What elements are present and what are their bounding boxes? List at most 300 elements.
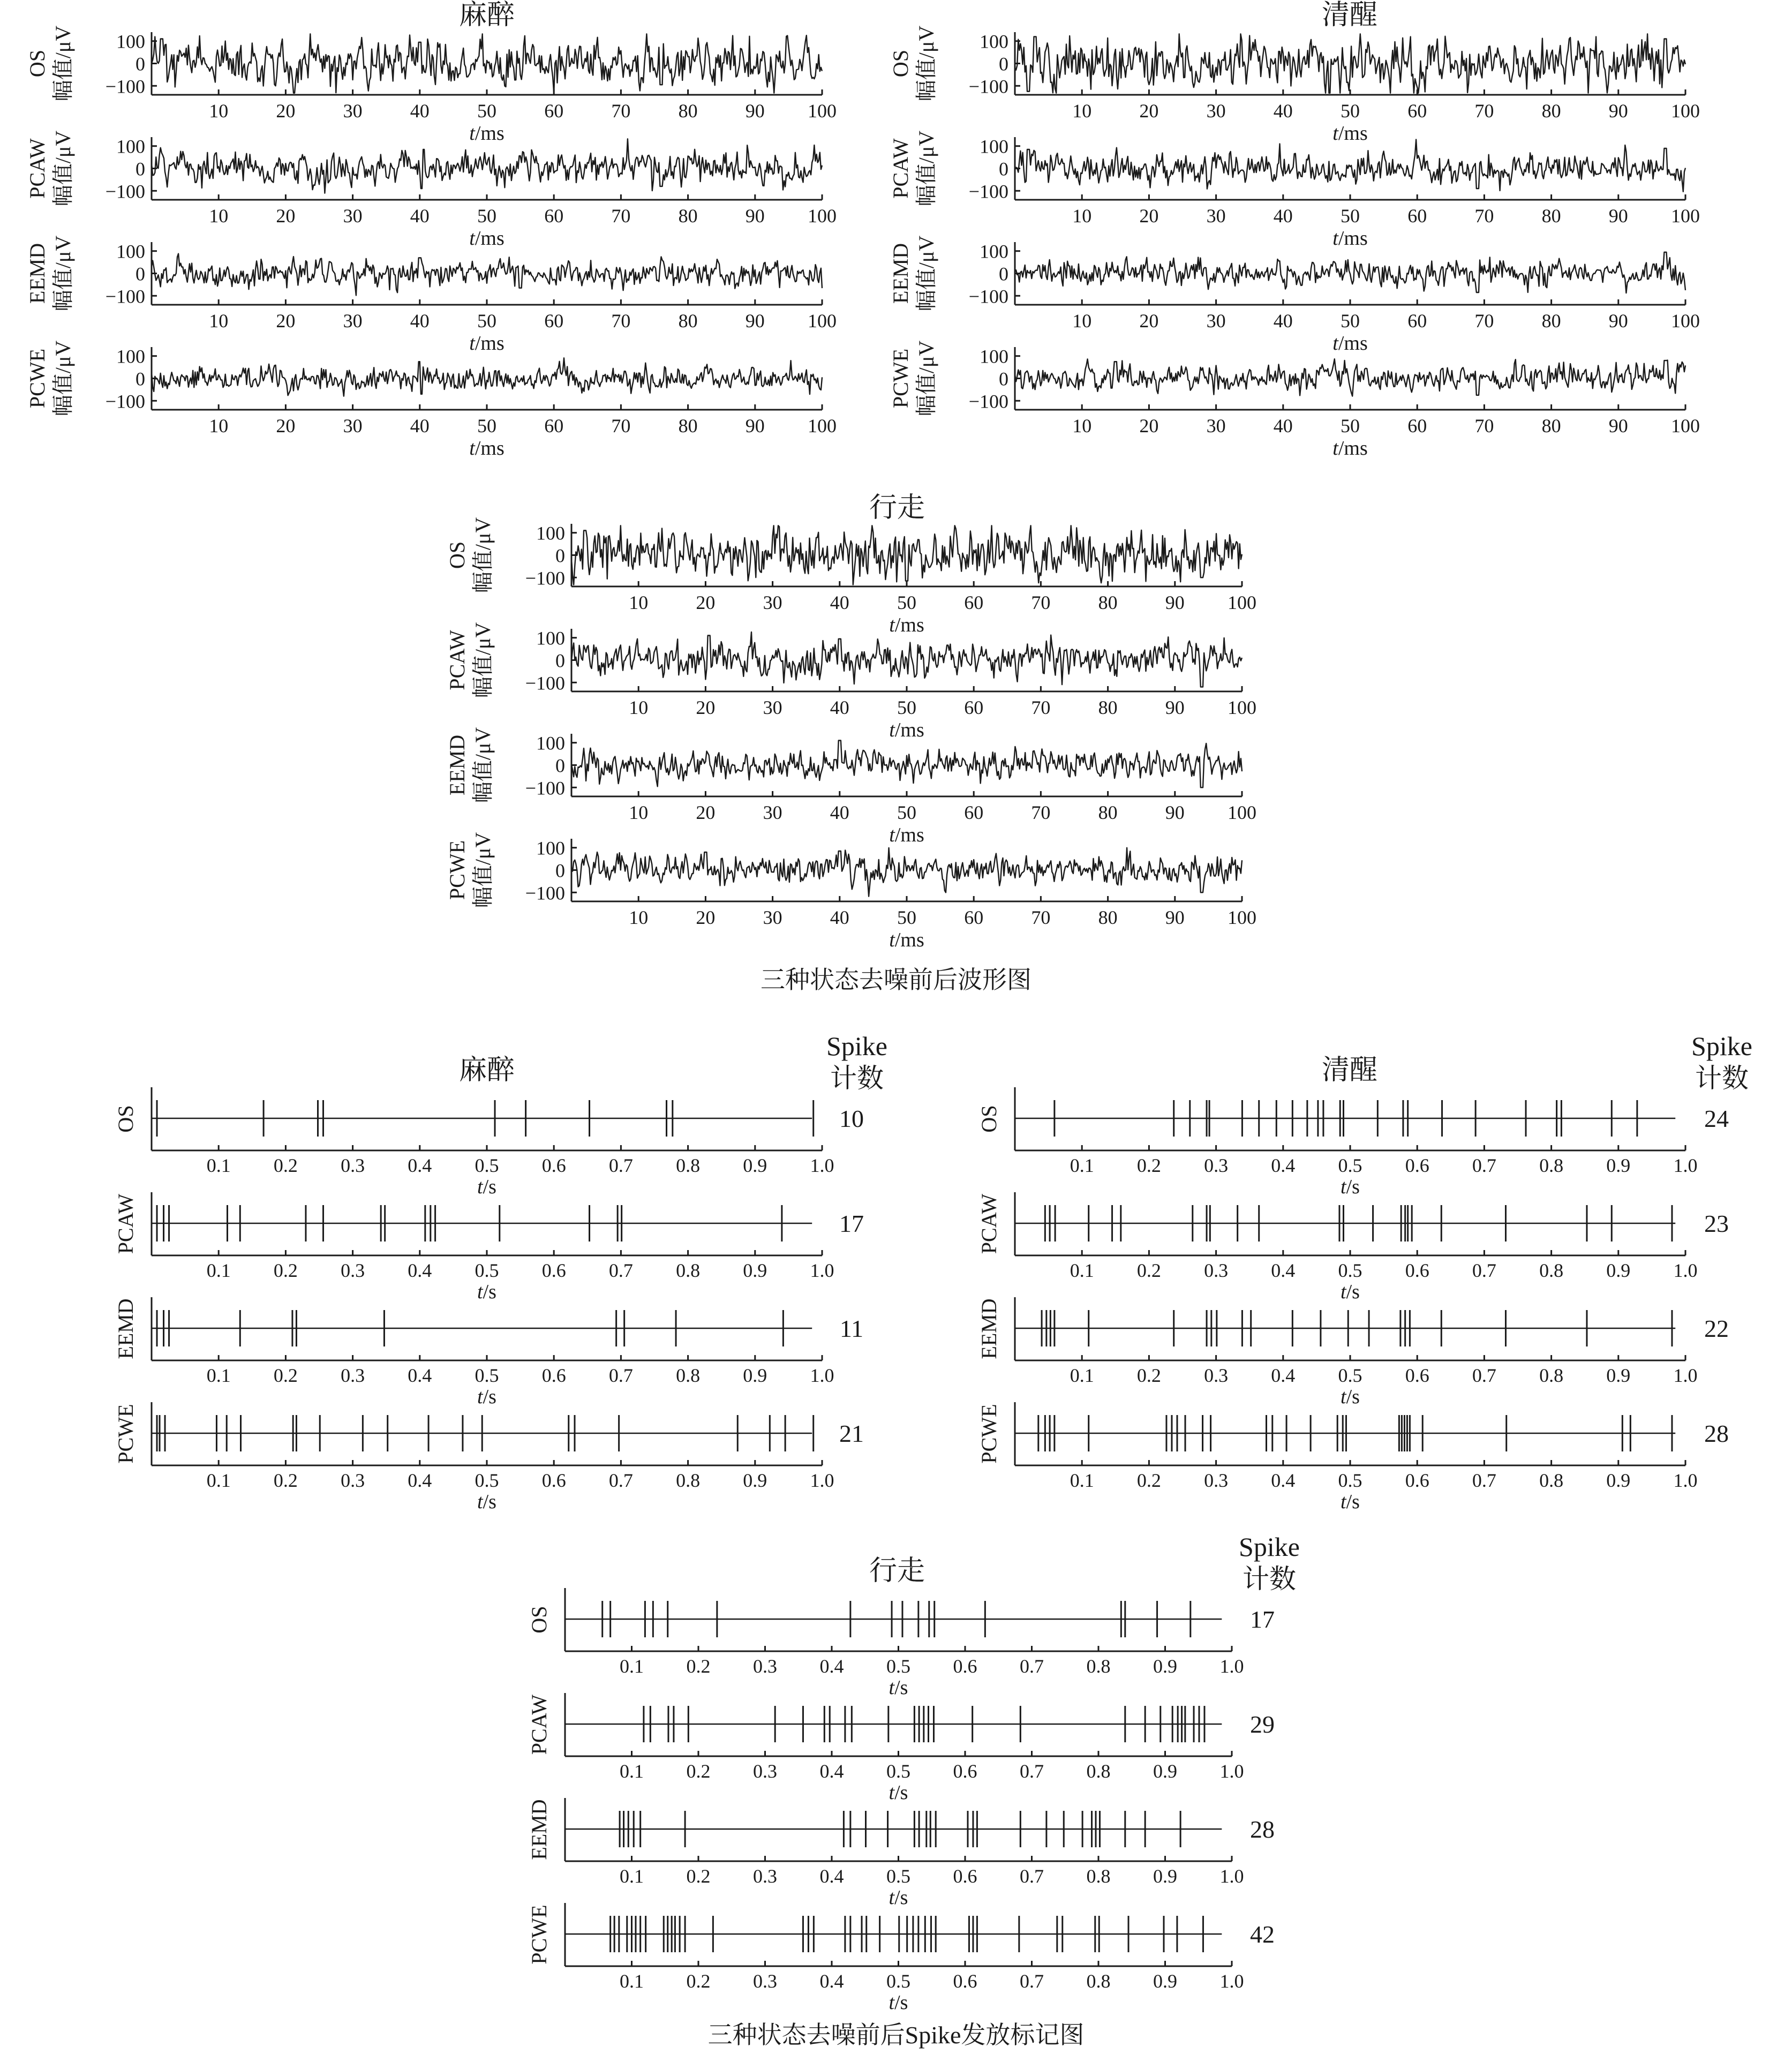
x-tick-label: 0.2 — [1136, 1365, 1161, 1386]
x-tick-label: 0.4 — [819, 1760, 844, 1782]
method-label: PCWE — [889, 348, 913, 409]
x-tick-label: 0.1 — [620, 1760, 644, 1782]
x-tick-label: 40 — [830, 907, 849, 928]
x-tick-label: 20 — [1139, 415, 1159, 437]
x-tick-label: 10 — [629, 802, 649, 823]
amplitude-label: 幅值/μV — [471, 622, 495, 698]
method-label: PCWE — [114, 1404, 138, 1464]
method-label: EEMD — [114, 1298, 138, 1359]
x-tick-label: 80 — [678, 310, 698, 332]
x-axis-label: t/s — [889, 1676, 908, 1699]
y-tick-label: 0 — [999, 368, 1008, 390]
x-tick-label: 50 — [477, 415, 496, 437]
x-tick-label: 50 — [897, 907, 916, 928]
x-tick-label: 0.6 — [1405, 1470, 1429, 1491]
x-tick-label: 0.8 — [1086, 1760, 1111, 1782]
x-tick-label: 0.4 — [819, 1865, 844, 1887]
x-tick-label: 0.4 — [819, 1656, 844, 1677]
x-tick-label: 100 — [1228, 802, 1256, 823]
y-tick-label: 0 — [135, 158, 145, 180]
x-tick-label: 80 — [678, 415, 698, 437]
x-tick-label: 40 — [1273, 415, 1293, 437]
x-tick-label: 10 — [209, 100, 229, 122]
x-axis-label: t/s — [1341, 1176, 1360, 1198]
x-tick-label: 60 — [964, 907, 984, 928]
x-tick-label: 0.2 — [686, 1970, 711, 1992]
x-tick-label: 0.7 — [1020, 1656, 1044, 1677]
y-tick-label: 100 — [116, 31, 145, 52]
spike-count: 11 — [839, 1315, 864, 1342]
x-tick-label: 0.2 — [1136, 1155, 1161, 1176]
x-tick-label: 90 — [745, 100, 765, 122]
x-tick-label: 100 — [1671, 415, 1700, 437]
x-tick-label: 90 — [1608, 310, 1628, 332]
x-tick-label: 0.5 — [475, 1155, 499, 1176]
x-tick-label: 70 — [1474, 100, 1494, 122]
x-tick-label: 0.8 — [1539, 1470, 1564, 1491]
x-tick-label: 0.4 — [408, 1470, 432, 1491]
x-tick-label: 0.7 — [1020, 1760, 1044, 1782]
x-tick-label: 0.8 — [676, 1470, 701, 1491]
method-label: PCAW — [445, 630, 469, 690]
x-tick-label: 40 — [830, 592, 849, 613]
spike-count: 42 — [1250, 1921, 1275, 1948]
x-tick-label: 0.1 — [620, 1865, 644, 1887]
x-axis-label: t/s — [1341, 1386, 1360, 1408]
x-tick-label: 0.1 — [206, 1155, 231, 1176]
x-tick-label: 0.8 — [676, 1365, 701, 1386]
spike-count: 24 — [1704, 1105, 1729, 1132]
x-tick-label: 40 — [830, 802, 849, 823]
x-tick-label: 70 — [1474, 205, 1494, 227]
x-tick-label: 10 — [1072, 100, 1092, 122]
x-tick-label: 0.5 — [886, 1865, 910, 1887]
x-tick-label: 20 — [696, 907, 716, 928]
x-tick-label: 1.0 — [1673, 1260, 1698, 1281]
x-tick-label: 60 — [544, 310, 564, 332]
x-tick-label: 0.9 — [1153, 1656, 1177, 1677]
x-tick-label: 30 — [763, 697, 782, 718]
x-tick-label: 0.9 — [1606, 1260, 1631, 1281]
method-label: PCAW — [25, 138, 49, 199]
y-tick-label: −100 — [968, 180, 1008, 202]
y-tick-label: −100 — [525, 882, 565, 904]
x-tick-label: 30 — [343, 415, 363, 437]
x-tick-label: 90 — [1608, 415, 1628, 437]
method-label: OS — [977, 1105, 1001, 1133]
x-axis-label: t/s — [889, 1886, 908, 1909]
method-label: EEMD — [445, 734, 469, 796]
x-tick-label: 0.5 — [475, 1365, 499, 1386]
spike-count-header: Spike — [826, 1031, 887, 1061]
x-axis-label: t/s — [477, 1491, 496, 1513]
y-tick-label: 100 — [980, 345, 1008, 367]
y-tick-label: 0 — [999, 53, 1008, 75]
x-tick-label: 1.0 — [1219, 1865, 1244, 1887]
x-tick-label: 0.5 — [1338, 1260, 1362, 1281]
x-tick-label: 0.3 — [1204, 1155, 1229, 1176]
y-tick-label: 0 — [555, 755, 565, 777]
x-tick-label: 1.0 — [1219, 1760, 1244, 1782]
amplitude-label: 幅值/μV — [914, 25, 938, 102]
x-axis-label: t/ms — [889, 719, 924, 741]
x-tick-label: 0.8 — [1539, 1155, 1564, 1176]
x-tick-label: 0.4 — [1271, 1470, 1296, 1491]
x-tick-label: 0.8 — [676, 1260, 701, 1281]
x-tick-label: 100 — [808, 205, 837, 227]
x-tick-label: 0.7 — [608, 1155, 633, 1176]
x-tick-label: 30 — [343, 310, 363, 332]
spike-count: 23 — [1704, 1210, 1729, 1237]
x-tick-label: 40 — [1273, 310, 1293, 332]
x-tick-label: 0.9 — [743, 1470, 767, 1491]
method-label: PCAW — [889, 138, 913, 199]
y-tick-label: 0 — [555, 860, 565, 882]
y-tick-label: 100 — [536, 627, 565, 649]
x-tick-label: 0.5 — [1338, 1365, 1362, 1386]
x-tick-label: 0.4 — [408, 1155, 432, 1176]
x-tick-label: 0.6 — [953, 1656, 977, 1677]
x-axis-label: t/ms — [889, 614, 924, 636]
x-tick-label: 0.8 — [1086, 1656, 1111, 1677]
spike-count-header: 计数 — [1695, 1063, 1749, 1093]
x-tick-label: 10 — [1072, 205, 1092, 227]
x-tick-label: 0.3 — [753, 1970, 777, 1992]
y-tick-label: 0 — [555, 545, 565, 567]
spike-count: 17 — [1250, 1606, 1275, 1633]
x-tick-label: 100 — [1671, 100, 1700, 122]
y-tick-label: 100 — [536, 522, 565, 544]
spike-count: 21 — [839, 1420, 864, 1447]
spike-count-header: Spike — [1691, 1031, 1752, 1061]
y-tick-label: −100 — [525, 567, 565, 589]
x-axis-label: t/ms — [1332, 437, 1368, 460]
x-tick-label: 60 — [964, 697, 984, 718]
x-tick-label: 10 — [209, 205, 229, 227]
x-tick-label: 0.7 — [1020, 1865, 1044, 1887]
x-tick-label: 0.5 — [886, 1760, 910, 1782]
amplitude-label: 幅值/μV — [914, 340, 938, 417]
x-tick-label: 0.6 — [1405, 1365, 1429, 1386]
chart-title: 行走 — [869, 493, 925, 523]
method-label: OS — [25, 49, 49, 78]
x-tick-label: 0.1 — [1070, 1155, 1094, 1176]
x-tick-label: 0.2 — [1136, 1260, 1161, 1281]
spike-count: 29 — [1250, 1711, 1275, 1738]
x-tick-label: 60 — [544, 205, 564, 227]
x-tick-label: 0.9 — [1606, 1365, 1631, 1386]
x-tick-label: 50 — [1341, 310, 1360, 332]
x-tick-label: 0.3 — [1204, 1470, 1229, 1491]
x-tick-label: 50 — [897, 697, 916, 718]
x-tick-label: 0.5 — [886, 1970, 910, 1992]
spike-count-header: Spike — [1239, 1532, 1300, 1562]
y-tick-label: −100 — [968, 285, 1008, 307]
x-tick-label: 0.4 — [408, 1260, 432, 1281]
x-tick-label: 0.4 — [1271, 1155, 1296, 1176]
x-tick-label: 100 — [1228, 697, 1256, 718]
x-tick-label: 0.3 — [753, 1656, 777, 1677]
x-tick-label: 0.5 — [1338, 1470, 1362, 1491]
x-tick-label: 60 — [1407, 310, 1427, 332]
x-tick-label: 90 — [1165, 592, 1185, 613]
x-tick-label: 30 — [763, 802, 782, 823]
y-tick-label: −100 — [105, 76, 145, 97]
x-tick-label: 70 — [1031, 592, 1051, 613]
x-tick-label: 20 — [276, 205, 296, 227]
x-tick-label: 0.8 — [1086, 1970, 1111, 1992]
y-tick-label: 0 — [135, 368, 145, 390]
y-tick-label: 100 — [980, 240, 1008, 262]
x-tick-label: 80 — [1098, 697, 1118, 718]
y-tick-label: 0 — [555, 650, 565, 672]
method-label: EEMD — [889, 243, 913, 304]
x-tick-label: 1.0 — [1673, 1155, 1698, 1176]
x-tick-label: 10 — [1072, 415, 1092, 437]
x-tick-label: 0.6 — [953, 1865, 977, 1887]
x-axis-label: t/s — [889, 1781, 908, 1804]
x-axis-label: t/s — [477, 1176, 496, 1198]
x-tick-label: 0.1 — [206, 1470, 231, 1491]
x-tick-label: 80 — [1098, 802, 1118, 823]
x-tick-label: 40 — [410, 100, 430, 122]
x-tick-label: 0.9 — [1606, 1470, 1631, 1491]
y-tick-label: 100 — [116, 136, 145, 157]
x-tick-label: 0.2 — [686, 1656, 711, 1677]
x-axis-label: t/ms — [1332, 227, 1368, 250]
waveform-caption: 三种状态去噪前后波形图 — [761, 966, 1031, 994]
x-tick-label: 90 — [745, 415, 765, 437]
x-tick-label: 0.3 — [1204, 1260, 1229, 1281]
x-axis-label: t/ms — [889, 824, 924, 846]
amplitude-label: 幅值/μV — [471, 517, 495, 593]
spike-count-header: 计数 — [1243, 1564, 1296, 1594]
x-tick-label: 0.2 — [686, 1865, 711, 1887]
x-tick-label: 80 — [1541, 205, 1561, 227]
method-label: EEMD — [977, 1298, 1001, 1359]
x-tick-label: 70 — [611, 415, 631, 437]
x-tick-label: 30 — [763, 907, 782, 928]
x-tick-label: 0.1 — [620, 1656, 644, 1677]
x-tick-label: 70 — [1474, 415, 1494, 437]
x-tick-label: 0.1 — [1070, 1470, 1094, 1491]
x-tick-label: 0.7 — [1472, 1155, 1496, 1176]
x-tick-label: 70 — [611, 205, 631, 227]
y-tick-label: −100 — [525, 777, 565, 799]
x-tick-label: 40 — [1273, 100, 1293, 122]
x-tick-label: 0.4 — [819, 1970, 844, 1992]
y-tick-label: −100 — [968, 390, 1008, 412]
x-tick-label: 0.2 — [273, 1470, 298, 1491]
method-label: PCAW — [114, 1193, 138, 1254]
x-tick-label: 30 — [1206, 205, 1226, 227]
method-label: PCAW — [527, 1694, 551, 1755]
x-tick-label: 90 — [745, 310, 765, 332]
x-tick-label: 90 — [1165, 802, 1185, 823]
x-tick-label: 10 — [629, 697, 649, 718]
x-tick-label: 0.5 — [1338, 1155, 1362, 1176]
amplitude-label: 幅值/μV — [51, 340, 75, 417]
x-tick-label: 80 — [678, 100, 698, 122]
x-tick-label: 80 — [678, 205, 698, 227]
x-tick-label: 10 — [209, 310, 229, 332]
x-tick-label: 0.6 — [1405, 1155, 1429, 1176]
method-label: PCWE — [25, 348, 49, 409]
x-tick-label: 0.8 — [1086, 1865, 1111, 1887]
x-tick-label: 10 — [1072, 310, 1092, 332]
x-tick-label: 100 — [808, 100, 837, 122]
method-label: PCAW — [977, 1193, 1001, 1254]
chart-title: 清醒 — [1321, 1055, 1378, 1086]
x-tick-label: 30 — [343, 100, 363, 122]
x-tick-label: 0.3 — [341, 1260, 365, 1281]
x-tick-label: 70 — [1474, 310, 1494, 332]
x-tick-label: 0.7 — [608, 1260, 633, 1281]
amplitude-label: 幅值/μV — [51, 130, 75, 207]
x-tick-label: 30 — [1206, 310, 1226, 332]
x-tick-label: 30 — [763, 592, 782, 613]
method-label: EEMD — [25, 243, 49, 304]
chart-title: 麻醉 — [458, 1055, 515, 1086]
x-tick-label: 40 — [410, 205, 430, 227]
amplitude-label: 幅值/μV — [914, 130, 938, 207]
x-tick-label: 0.7 — [1020, 1970, 1044, 1992]
x-tick-label: 40 — [1273, 205, 1293, 227]
amplitude-label: 幅值/μV — [51, 235, 75, 312]
x-tick-label: 0.7 — [608, 1470, 633, 1491]
y-tick-label: −100 — [968, 76, 1008, 97]
x-tick-label: 60 — [964, 592, 984, 613]
x-tick-label: 50 — [477, 310, 496, 332]
x-tick-label: 1.0 — [810, 1365, 834, 1386]
x-tick-label: 80 — [1541, 100, 1561, 122]
y-tick-label: 100 — [980, 136, 1008, 157]
x-tick-label: 90 — [1165, 697, 1185, 718]
amplitude-label: 幅值/μV — [914, 235, 938, 312]
x-tick-label: 20 — [696, 592, 716, 613]
x-axis-label: t/ms — [1332, 332, 1368, 355]
method-label: PCWE — [527, 1905, 551, 1965]
x-tick-label: 1.0 — [810, 1260, 834, 1281]
x-tick-label: 0.9 — [1153, 1760, 1177, 1782]
x-tick-label: 40 — [410, 415, 430, 437]
x-tick-label: 0.2 — [273, 1155, 298, 1176]
amplitude-label: 幅值/μV — [471, 832, 495, 908]
spike-count: 17 — [839, 1210, 864, 1237]
x-tick-label: 0.6 — [541, 1155, 566, 1176]
x-tick-label: 90 — [745, 205, 765, 227]
x-tick-label: 0.4 — [408, 1365, 432, 1386]
x-tick-label: 0.2 — [273, 1260, 298, 1281]
x-tick-label: 10 — [629, 907, 649, 928]
x-tick-label: 0.3 — [341, 1470, 365, 1491]
x-tick-label: 40 — [830, 697, 849, 718]
amplitude-label: 幅值/μV — [51, 25, 75, 102]
x-tick-label: 60 — [544, 415, 564, 437]
chart-title: 清醒 — [1321, 0, 1378, 31]
x-tick-label: 0.1 — [1070, 1260, 1094, 1281]
x-axis-label: t/ms — [469, 122, 505, 145]
x-tick-label: 70 — [611, 310, 631, 332]
chart-title: 麻醉 — [458, 0, 515, 31]
x-tick-label: 20 — [696, 697, 716, 718]
x-tick-label: 70 — [1031, 907, 1051, 928]
x-tick-label: 80 — [1541, 415, 1561, 437]
x-tick-label: 0.5 — [475, 1470, 499, 1491]
y-tick-label: 100 — [536, 837, 565, 859]
x-axis-label: t/s — [477, 1386, 496, 1408]
x-tick-label: 70 — [611, 100, 631, 122]
x-tick-label: 1.0 — [1219, 1656, 1244, 1677]
x-tick-label: 0.3 — [753, 1865, 777, 1887]
y-tick-label: 100 — [980, 31, 1008, 52]
x-tick-label: 0.2 — [686, 1760, 711, 1782]
x-tick-label: 0.6 — [953, 1970, 977, 1992]
x-tick-label: 0.4 — [1271, 1365, 1296, 1386]
x-tick-label: 0.8 — [1539, 1260, 1564, 1281]
x-tick-label: 50 — [477, 205, 496, 227]
x-tick-label: 20 — [1139, 100, 1159, 122]
x-tick-label: 10 — [209, 415, 229, 437]
x-tick-label: 90 — [1608, 100, 1628, 122]
y-tick-label: 100 — [536, 732, 565, 754]
x-tick-label: 0.9 — [1153, 1865, 1177, 1887]
x-tick-label: 100 — [808, 310, 837, 332]
spike-count: 10 — [839, 1105, 864, 1132]
y-tick-label: −100 — [105, 390, 145, 412]
x-tick-label: 100 — [1671, 310, 1700, 332]
x-tick-label: 0.7 — [608, 1365, 633, 1386]
x-tick-label: 1.0 — [810, 1155, 834, 1176]
x-tick-label: 0.1 — [206, 1365, 231, 1386]
x-axis-label: t/s — [1341, 1281, 1360, 1303]
x-tick-label: 0.3 — [1204, 1365, 1229, 1386]
x-tick-label: 0.7 — [1472, 1365, 1496, 1386]
x-tick-label: 0.8 — [1539, 1365, 1564, 1386]
x-tick-label: 0.8 — [676, 1155, 701, 1176]
x-tick-label: 60 — [1407, 415, 1427, 437]
x-axis-label: t/s — [477, 1281, 496, 1303]
x-tick-label: 0.9 — [743, 1365, 767, 1386]
x-tick-label: 100 — [1228, 592, 1256, 613]
x-tick-label: 0.6 — [953, 1760, 977, 1782]
x-tick-label: 70 — [1031, 802, 1051, 823]
x-tick-label: 50 — [1341, 205, 1360, 227]
method-label: OS — [445, 541, 469, 569]
x-tick-label: 0.3 — [341, 1365, 365, 1386]
x-axis-label: t/ms — [469, 437, 505, 460]
x-tick-label: 80 — [1541, 310, 1561, 332]
x-tick-label: 30 — [1206, 100, 1226, 122]
y-tick-label: 0 — [135, 53, 145, 75]
x-tick-label: 20 — [276, 310, 296, 332]
method-label: OS — [114, 1105, 138, 1133]
x-tick-label: 20 — [276, 100, 296, 122]
x-tick-label: 0.9 — [743, 1155, 767, 1176]
x-tick-label: 50 — [1341, 100, 1360, 122]
x-tick-label: 30 — [1206, 415, 1226, 437]
x-tick-label: 0.7 — [1472, 1470, 1496, 1491]
x-tick-label: 50 — [477, 100, 496, 122]
x-axis-label: t/ms — [1332, 122, 1368, 145]
x-tick-label: 0.9 — [1606, 1155, 1631, 1176]
spike-count: 28 — [1250, 1816, 1275, 1843]
chart-title: 行走 — [869, 1556, 925, 1586]
x-tick-label: 0.6 — [541, 1260, 566, 1281]
x-tick-label: 40 — [410, 310, 430, 332]
method-label: PCWE — [445, 840, 469, 900]
x-tick-label: 50 — [897, 592, 916, 613]
